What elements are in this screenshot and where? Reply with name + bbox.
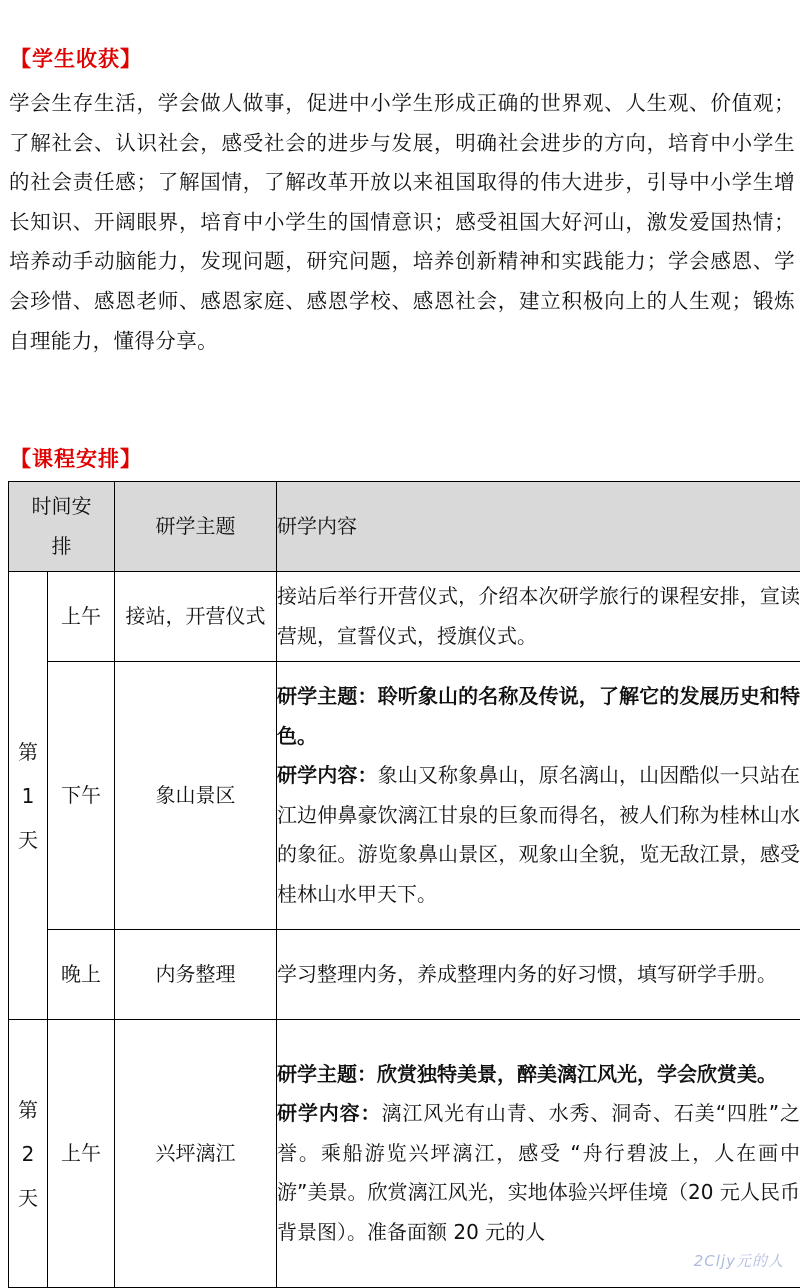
day-2-label: 第 2 天 <box>9 1020 48 1288</box>
content-text: 漓江风光有山青、水秀、洞奇、石美“四胜”之誉。乘船游览兴坪漓江，感受 “舟行碧波上，人在画中游”美景。欣赏漓江风光，实地体验兴坪佳境（20 元人民币背景图）。准备面额 20 元的人 <box>277 1101 800 1244</box>
harvest-paragraph: 学会生存生活，学会做人做事，促进中小学生形成正确的世界观、人生观、价值观；了解社会、认识社会，感受社会的进步与发展，明确社会进步的方向，培育中小学生的社会责任感；了解国情，了解改革开放以来祖国取得的伟大进步，引导中小学生增长知识、开阔眼界，培育中小学生的国情意识；感受祖国大好河山，激发爱国热情；培养动手动脑能力，发现问题，研究问题，培养创新精神和实践能力；学会感恩、学会珍惜、感恩老师、感恩家庭、感恩学校、感恩社会，建立积极向上的人生观；锻炼自理能力，懂得分享。 <box>9 84 795 361</box>
header-content: 研学内容 <box>277 482 800 572</box>
theme-cell: 象山景区 <box>115 662 277 930</box>
theme-text: 欣赏独特美景，醉美漓江风光，学会欣赏美。 <box>377 1062 777 1086</box>
table-row <box>9 572 800 662</box>
table-row <box>9 1020 800 1288</box>
content-cell <box>277 662 800 930</box>
theme-text: 聆听象山的名称及传说，了解它的发展历史和特色。 <box>277 684 800 748</box>
section-title-harvest: 【学生收获】 <box>10 44 142 74</box>
theme-label: 研学主题： <box>277 1062 377 1086</box>
content-label: 研学内容： <box>277 1101 381 1125</box>
day-1-label: 第 1 天 <box>9 572 48 1020</box>
theme-cell: 接站，开营仪式 <box>115 572 277 662</box>
time-cell: 下午 <box>48 662 115 930</box>
theme-cell: 内务整理 <box>115 930 277 1020</box>
header-time: 时间安排 <box>9 482 115 572</box>
content-cell: 接站后举行开营仪式，介绍本次研学旅行的课程安排，宣读营规，宣誓仪式，授旗仪式。 <box>277 572 800 662</box>
time-cell: 上午 <box>48 1020 115 1288</box>
time-cell: 上午 <box>48 572 115 662</box>
content-cell: 学习整理内务，养成整理内务的好习惯，填写研学手册。 <box>277 930 800 1020</box>
schedule-table <box>8 481 800 1288</box>
watermark-text: 2Cljy元的人 <box>694 1250 784 1271</box>
section-title-schedule: 【课程安排】 <box>10 444 142 474</box>
time-cell: 晚上 <box>48 930 115 1020</box>
content-label: 研学内容： <box>277 763 378 787</box>
theme-label: 研学主题： <box>277 684 378 708</box>
table-header-row <box>9 482 800 572</box>
content-cell <box>277 1020 800 1288</box>
header-theme: 研学主题 <box>115 482 277 572</box>
theme-cell: 兴坪漓江 <box>115 1020 277 1288</box>
table-row <box>9 930 800 1020</box>
table-row <box>9 662 800 930</box>
content-text: 象山又称象鼻山，原名漓山，山因酷似一只站在江边伸鼻豪饮漓江甘泉的巨象而得名，被人们称为桂林山水的象征。游览象鼻山景区，观象山全貌，览无敌江景，感受桂林山水甲天下。 <box>277 763 800 906</box>
